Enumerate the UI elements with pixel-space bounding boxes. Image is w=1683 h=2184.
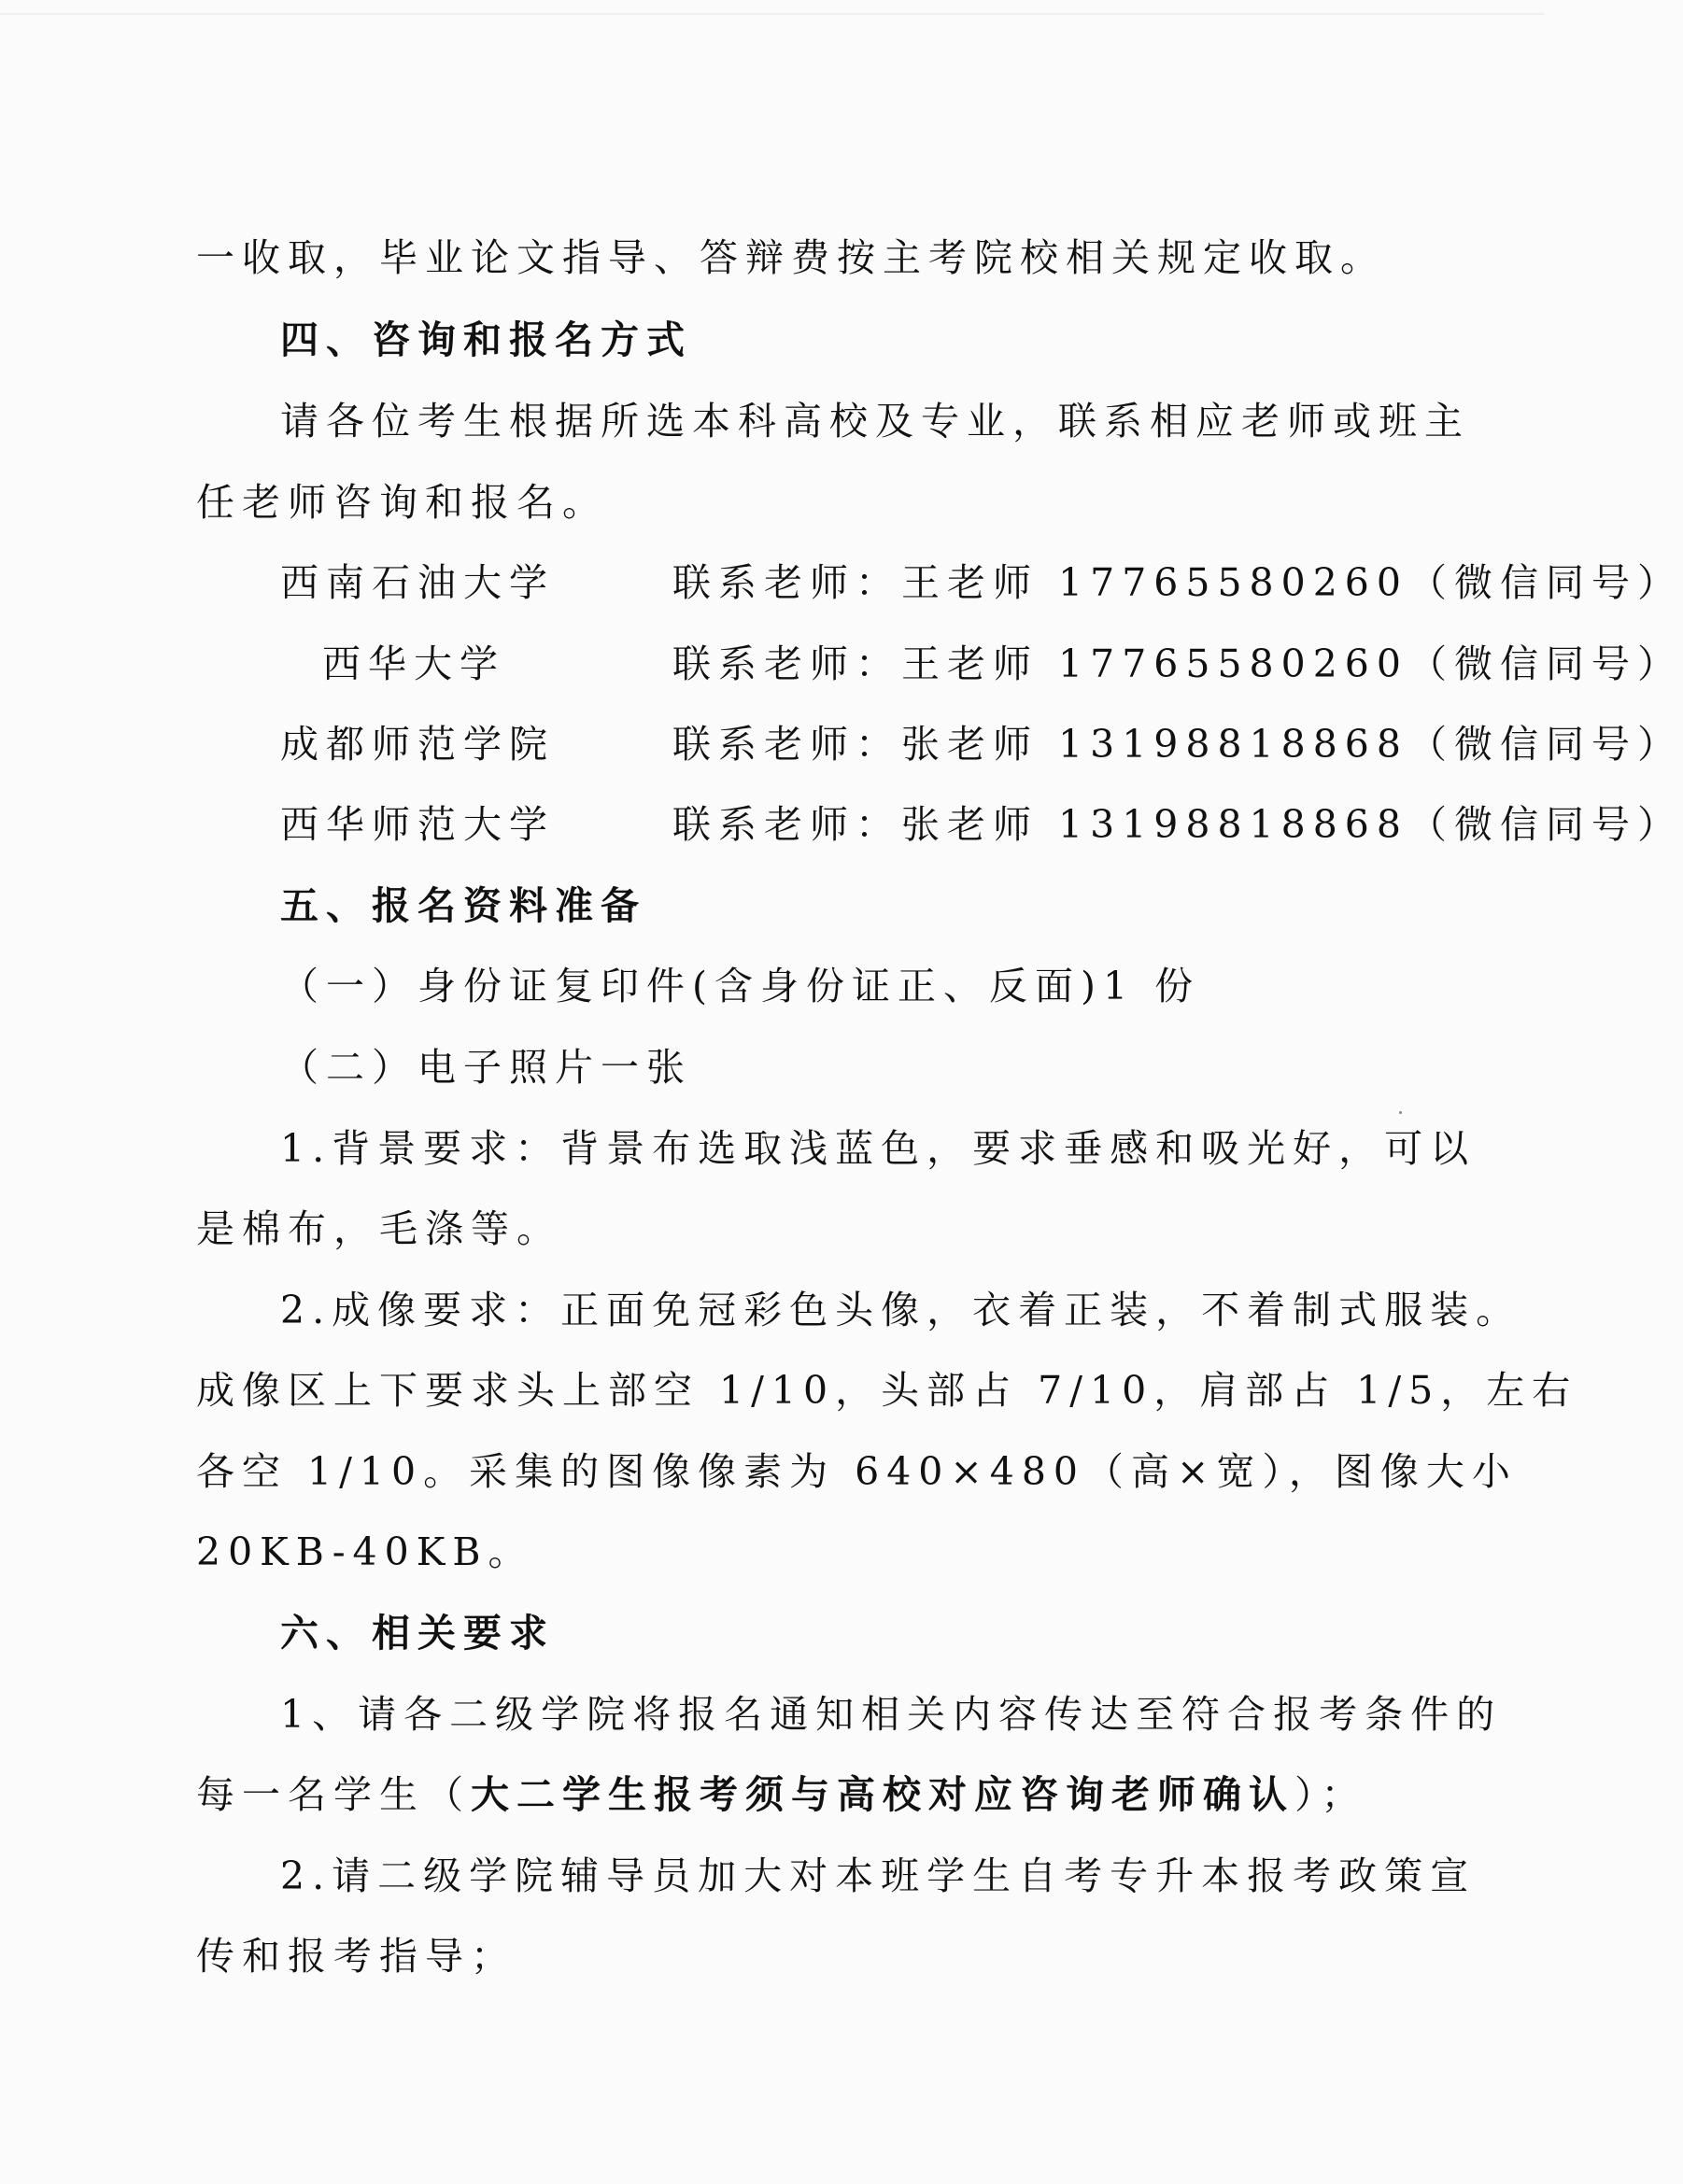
contact-info: 联系老师：张老师 13198818868（微信同号）: [672, 802, 1683, 847]
contact-info: 联系老师：张老师 13198818868（微信同号）: [672, 722, 1683, 767]
photo-item: （二）电子照片一张: [280, 1045, 692, 1090]
imaging-req-line-2: 成像区上下要求头上部空 1/10，头部占 7/10，肩部占 1/5，左右: [196, 1368, 1578, 1413]
scan-edge: [0, 13, 1544, 15]
contact-school: 成都师范学院: [280, 722, 555, 767]
contact-school: 西南石油大学: [280, 560, 555, 605]
section-heading-5: 五、报名资料准备: [280, 883, 646, 928]
imaging-req-line-3: 各空 1/10。采集的图像像素为 640×480（高×宽），图像大小: [196, 1449, 1518, 1494]
section-heading-4: 四、咨询和报名方式: [280, 317, 692, 362]
contact-school: 西华师范大学: [280, 802, 555, 847]
contact-row: [280, 558, 1683, 607]
contact-info: 联系老师：王老师 17765580260（微信同号）: [672, 641, 1683, 686]
imaging-req-line-4: 20KB-40KB。: [196, 1529, 534, 1574]
contact-info: 联系老师：王老师 17765580260（微信同号）: [672, 560, 1683, 605]
requirement-2-line-1: 2.请二级学院辅导员加大对本班学生自考专升本报考政策宣: [280, 1853, 1477, 1898]
contact-row: [280, 720, 1683, 768]
fee-paragraph-end: 一收取，毕业论文指导、答辩费按主考院校相关规定收取。: [196, 235, 1386, 280]
contact-row: [280, 640, 1683, 688]
requirement-1-emphasis: 大二学生报考须与高校对应咨询老师确认: [471, 1772, 1294, 1817]
requirement-1-line-1: 1、请各二级学院将报名通知相关内容传达至符合报考条件的: [280, 1692, 1503, 1737]
background-req-line-2: 是棉布，毛涤等。: [196, 1206, 562, 1251]
requirement-1-tail: ）；: [1294, 1772, 1367, 1817]
imaging-req-line-1: 2.成像要求：正面免冠彩色头像，衣着正装，不着制式服装。: [280, 1288, 1522, 1332]
requirement-1-line-2: [196, 1770, 1367, 1819]
requirement-1-lead: 每一名学生（: [196, 1772, 471, 1817]
requirement-2-line-2: 传和报考指导；: [196, 1934, 516, 1979]
contact-school: 西华大学: [322, 641, 505, 686]
scan-speck: [1399, 1111, 1402, 1114]
consult-paragraph-line-2: 任老师咨询和报名。: [196, 480, 608, 525]
consult-paragraph-line-1: 请各位考生根据所选本科高校及专业，联系相应老师或班主: [280, 399, 1470, 444]
contact-row: [280, 800, 1683, 849]
background-req-line-1: 1.背景要求：背景布选取浅蓝色，要求垂感和吸光好，可以: [280, 1126, 1477, 1171]
id-copy-item: （一）身份证复印件(含身份证正、反面)1 份: [280, 964, 1201, 1008]
section-heading-6: 六、相关要求: [280, 1611, 555, 1656]
